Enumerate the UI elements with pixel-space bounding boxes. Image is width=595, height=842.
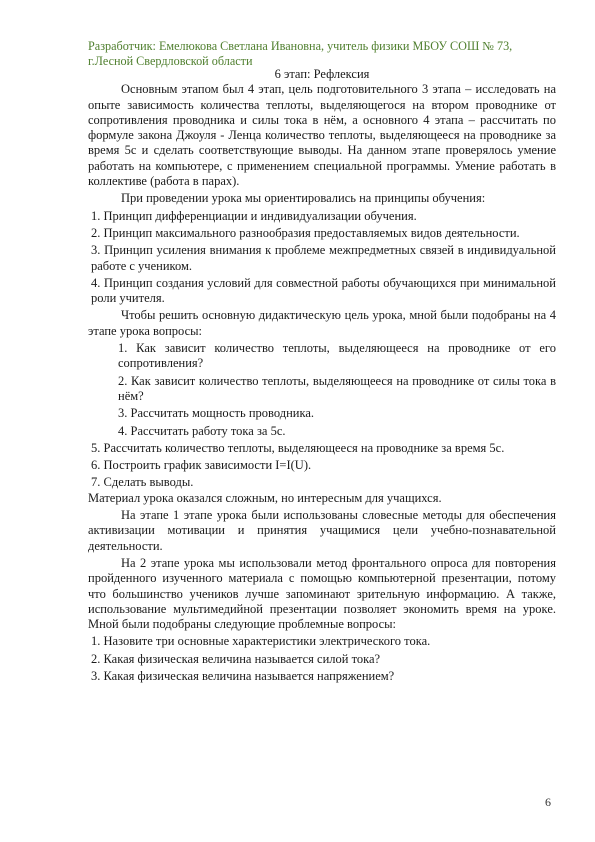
principle-item: 4. Принцип создания условий для совместной работы обучающихся при минимальной роли учителя. xyxy=(91,275,556,306)
question-item: 1. Как зависит количество теплоты, выделяющееся на проводнике от его сопротивления? xyxy=(118,341,556,371)
paragraph-stage-2: На 2 этапе урока мы использовали метод фронтального опроса для повторения пройденного изученного материала с помощью компьютерной презентации, потому что большинство учеников лучше запоминают зрительную информацию. А также, использование мультимедийной презентации позволяет экономить время на уроке. Мной были подобраны следующие проблемные вопросы: xyxy=(88,555,556,632)
principle-item: 2. Принцип максимального разнообразия предоставляемых видов деятельности. xyxy=(91,225,520,240)
principle-item: 3. Принцип усиления внимания к проблеме межпредметных связей в индивидуальной работе с учеником. xyxy=(91,243,556,273)
problem-question-item: 3. Какая физическая величина называется напряжением? xyxy=(91,668,395,683)
document-body xyxy=(88,67,556,684)
problem-question-item: 2. Какая физическая величина называется силой тока? xyxy=(91,651,381,666)
question-item: 6. Построить график зависимости I=I(U). xyxy=(91,458,312,473)
principle-item: 1. Принцип дифференциации и индивидуализации обучения. xyxy=(91,208,417,223)
paragraph-questions-intro: Чтобы решить основную дидактическую цель урока, мной были подобраны на 4 этапе урока вопросы: xyxy=(88,308,556,338)
paragraph-material: Материал урока оказался сложным, но интересным для учащихся. xyxy=(88,490,442,505)
question-item: 2. Как зависит количество теплоты, выделяющееся на проводнике от силы тока в нём? xyxy=(118,373,556,403)
question-item: 7. Сделать выводы. xyxy=(91,475,194,490)
paragraph-main-stage: Основным этапом был 4 этап, цель подготовительного 3 этапа – исследовать на опыте зависимость количества теплоты, выделяющегося на втором проводнике от сопротивления проводника и силы тока в нём, а основного 4 этапа – рассчитать по формуле закона Джоуля - Ленца количество теплоты, выделяющееся на проводнике за время 5с и сделать соответствующие выводы. На данном этапе проверялось умение работать на компьютере, с применением специальной программы. Умение работать в коллективе (работа в парах). xyxy=(88,82,556,189)
paragraph-stage-1: На этапе 1 этапе урока были использованы словесные методы для обеспечения активизации мотивации и принятия учащимися цели учебно-познавательной деятельности. xyxy=(88,508,556,553)
question-item: 3. Рассчитать мощность проводника. xyxy=(118,406,315,421)
document-header: Разработчик: Емелюкова Светлана Ивановна, учитель физики МБОУ СОШ № 73, г.Лесной Свердловской области xyxy=(88,39,513,68)
stage-title: 6 этап: Рефлексия xyxy=(274,67,370,81)
question-item: 4. Рассчитать работу тока за 5с. xyxy=(118,423,286,438)
paragraph-principles-intro: При проведении урока мы ориентировались на принципы обучения: xyxy=(121,191,486,206)
question-item: 5. Рассчитать количество теплоты, выделяющееся на проводнике за время 5с. xyxy=(91,440,505,455)
problem-question-item: 1. Назовите три основные характеристики электрического тока. xyxy=(91,634,431,649)
page-number: 6 xyxy=(545,795,551,809)
